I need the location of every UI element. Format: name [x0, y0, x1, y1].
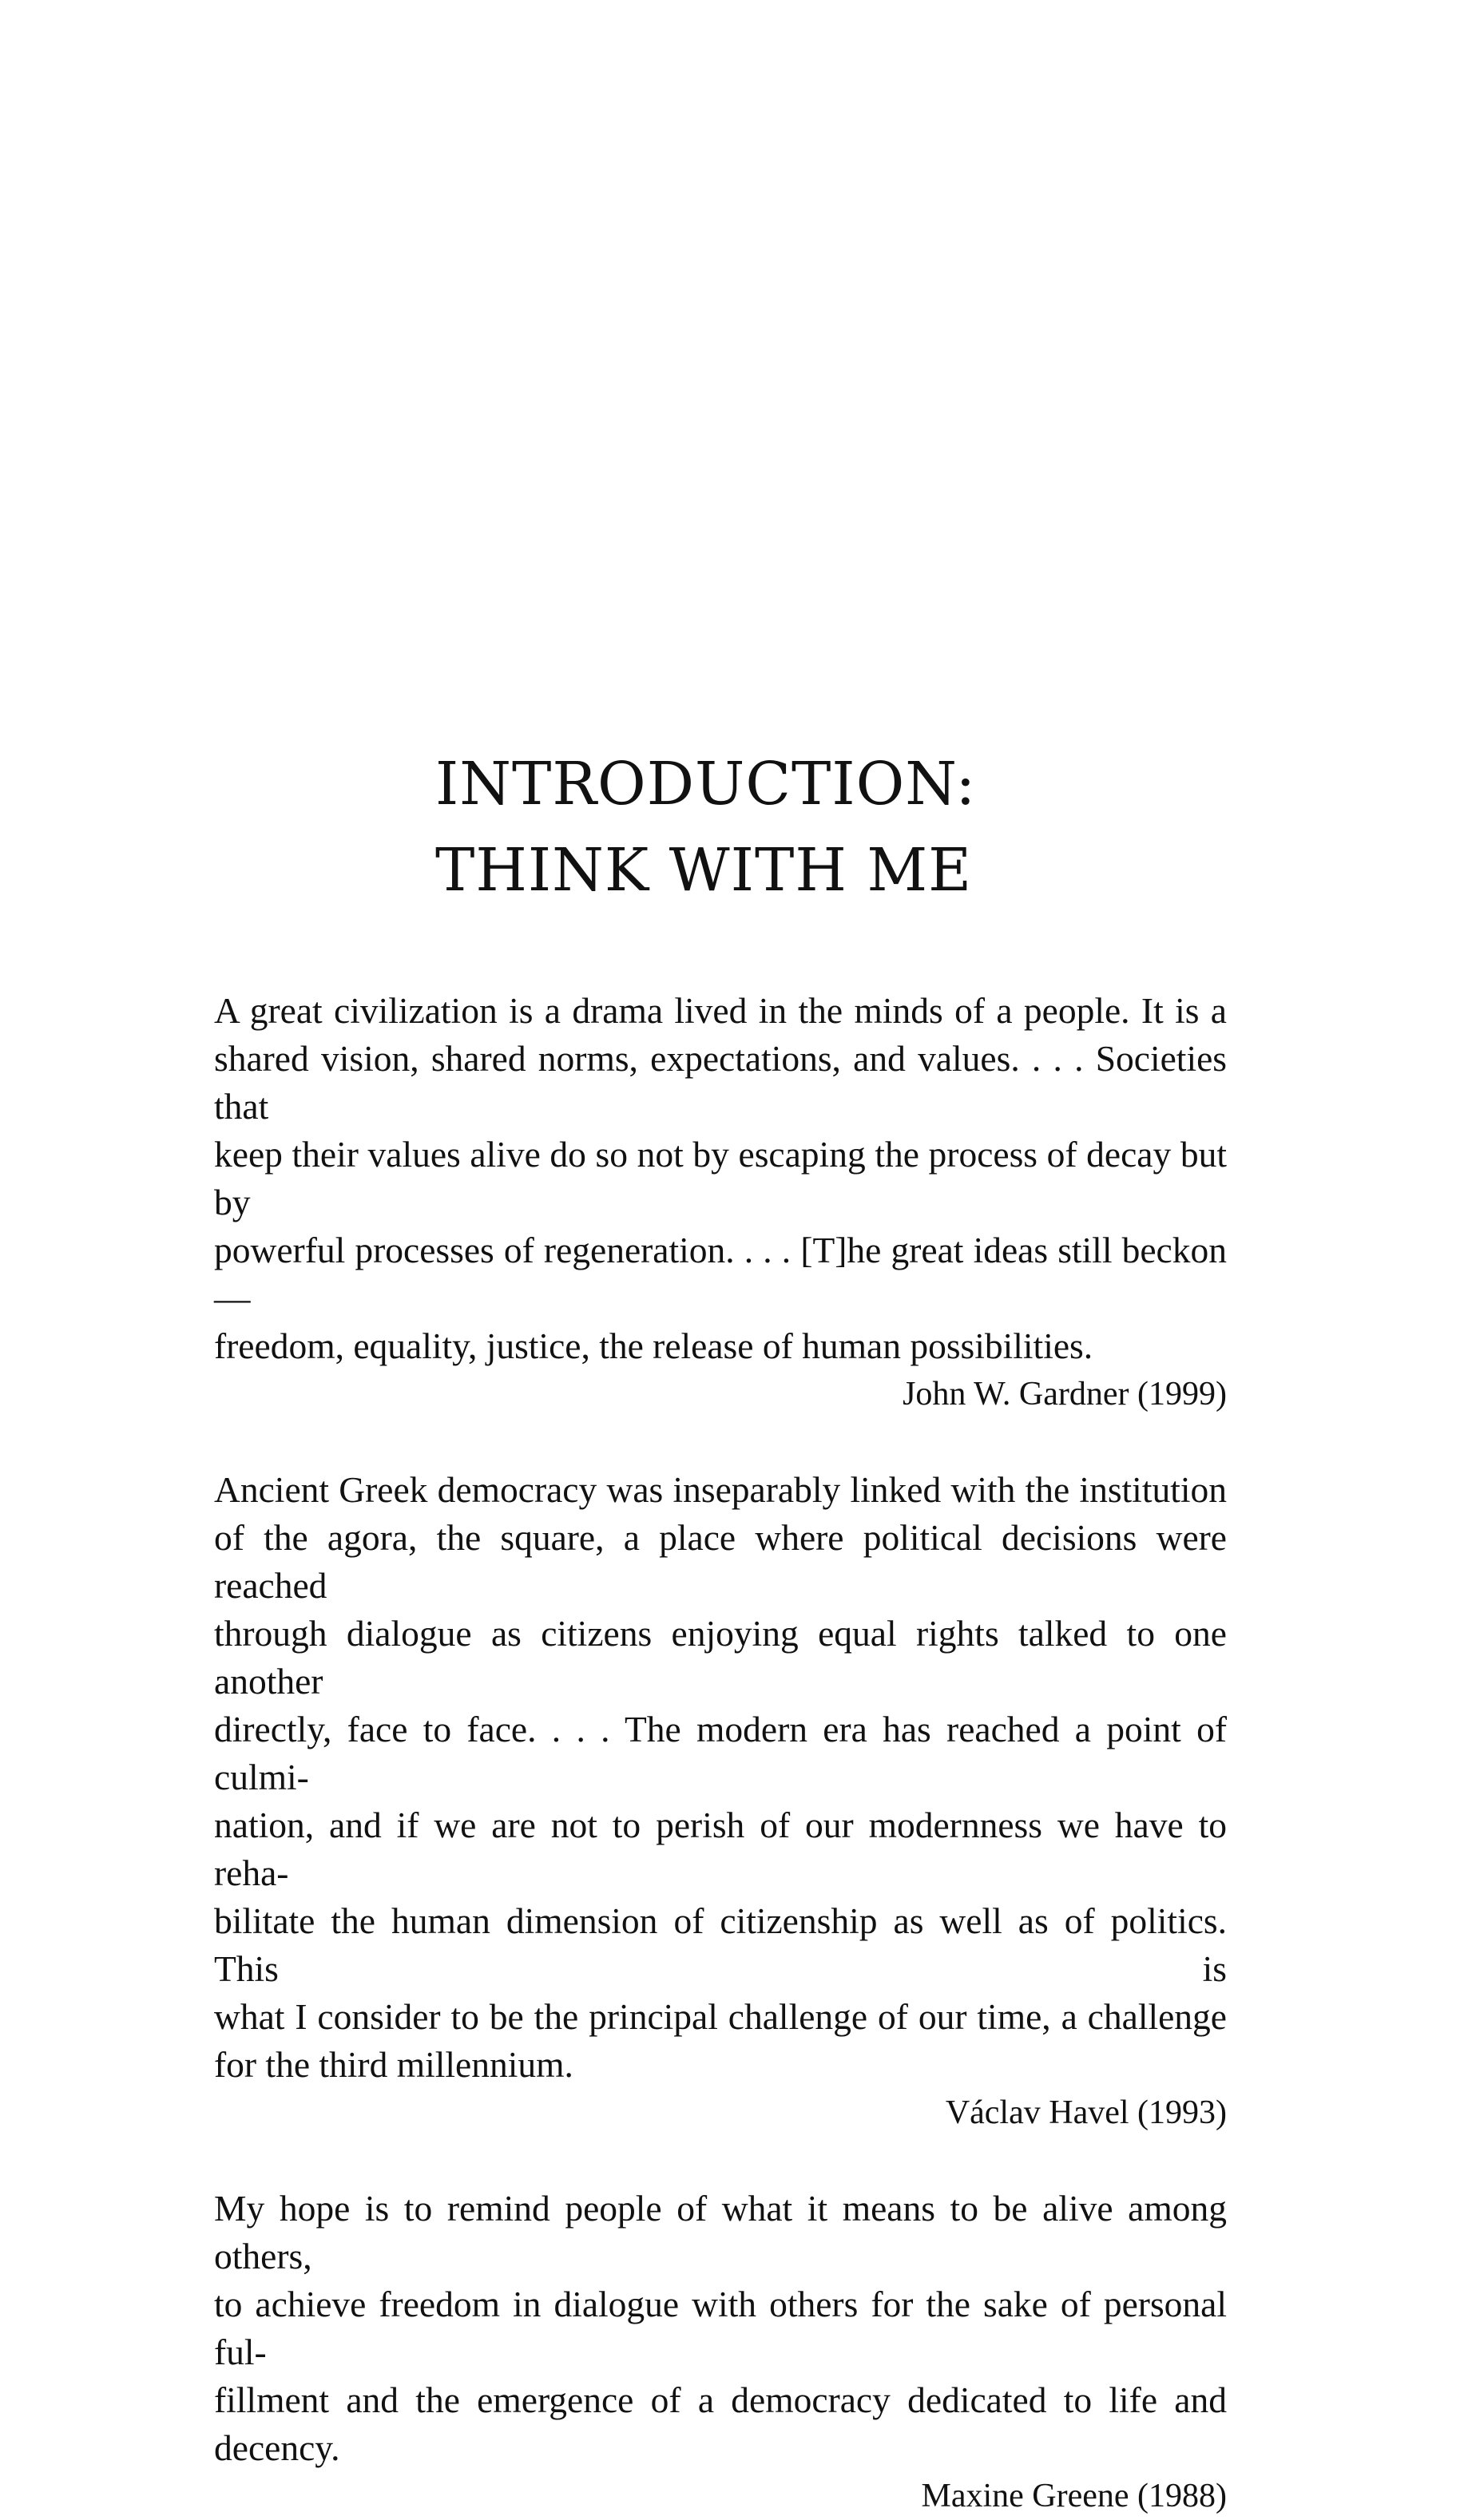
epigraph-line: nation, and if we are not to perish of our modernness we have to reha-	[214, 1805, 1227, 1893]
epigraph-gardner	[214, 987, 1227, 1418]
epigraph-line: keep their values alive do so not by escaping the process of decay but by	[214, 1134, 1227, 1222]
epigraph-text	[214, 2185, 1227, 2472]
epigraph-line: to achieve freedom in dialogue with others for the sake of personal ful-	[214, 2284, 1227, 2372]
epigraph-line: decency.	[214, 2427, 340, 2468]
epigraph-attribution: Václav Havel (1993)	[945, 2094, 1227, 2131]
epigraph-line: Ancient Greek democracy was inseparably linked with the institution	[214, 1469, 1227, 1510]
epigraph-line: what I consider to be the principal challenge of our time, a challenge	[214, 1996, 1227, 2037]
epigraph-text	[214, 987, 1227, 1370]
epigraph-havel	[214, 1466, 1227, 2137]
epigraph-line: directly, face to face. . . . The modern era has reached a point of culmi-	[214, 1709, 1227, 1797]
epigraph-line: powerful processes of regeneration. . . . [T]he great ideas still beckon—	[214, 1230, 1227, 1318]
chapter-title-line-2: THINK WITH ME	[435, 836, 973, 905]
epigraph-line: fillment and the emergence of a democracy dedicated to life and	[214, 2379, 1227, 2420]
epigraphs	[214, 987, 1227, 2520]
chapter-title	[435, 741, 1074, 913]
epigraph-text	[214, 1466, 1227, 2089]
epigraph-line: through dialogue as citizens enjoying equal rights talked to one another	[214, 1613, 1227, 1702]
epigraph-line: shared vision, shared norms, expectations, and values. . . . Societies that	[214, 1038, 1227, 1127]
epigraph-attribution: Maxine Greene (1988)	[921, 2478, 1227, 2514]
epigraph-attribution: John W. Gardner (1999)	[903, 1376, 1227, 1413]
epigraph-line: A great civilization is a drama lived in the minds of a people. It is a	[214, 990, 1227, 1031]
epigraph-line: for the third millennium.	[214, 2044, 573, 2085]
epigraph-line: My hope is to remind people of what it means to be alive among others,	[214, 2188, 1227, 2276]
epigraph-line: of the agora, the square, a place where political decisions were reached	[214, 1517, 1227, 1606]
epigraph-greene	[214, 2185, 1227, 2520]
epigraph-line: bilitate the human dimension of citizenship as well as of politics. This is	[214, 1900, 1227, 1989]
epigraph-line: freedom, equality, justice, the release of human possibilities.	[214, 1325, 1093, 1366]
chapter-title-line-1: INTRODUCTION:	[435, 750, 977, 818]
